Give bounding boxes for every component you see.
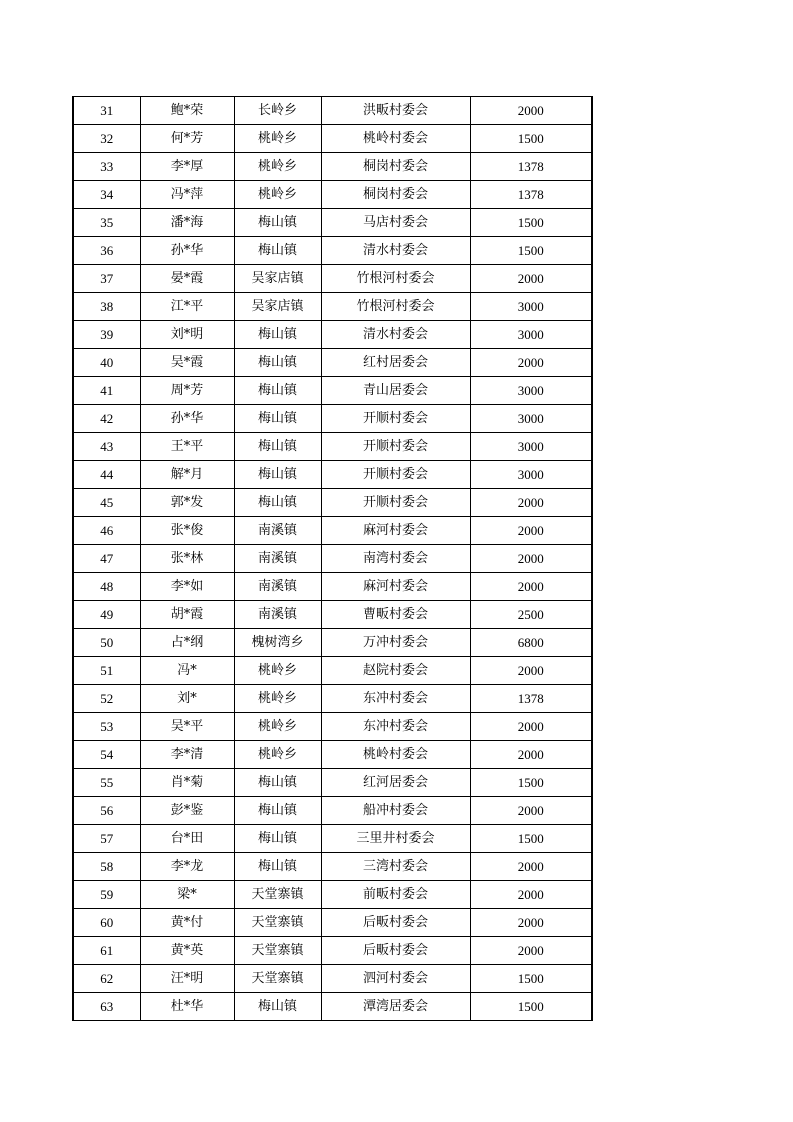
table-row: [73, 181, 592, 209]
name-cell: 吴*霞: [140, 349, 234, 377]
town-cell: 桃岭乡: [234, 153, 321, 181]
village-committee-cell: 东冲村委会: [321, 713, 470, 741]
name-cell: 李*厚: [140, 153, 234, 181]
row-number-cell: 56: [73, 797, 140, 825]
town-cell: 南溪镇: [234, 573, 321, 601]
row-number-cell: 53: [73, 713, 140, 741]
name-cell: 刘*: [140, 685, 234, 713]
row-number-cell: 54: [73, 741, 140, 769]
row-number-cell: 62: [73, 965, 140, 993]
town-cell: 桃岭乡: [234, 741, 321, 769]
village-committee-cell: 后畈村委会: [321, 937, 470, 965]
village-committee-cell: 竹根河村委会: [321, 293, 470, 321]
name-cell: 彭*鉴: [140, 797, 234, 825]
row-number-cell: 44: [73, 461, 140, 489]
amount-cell: 2000: [470, 853, 592, 881]
amount-cell: 2000: [470, 517, 592, 545]
amount-cell: 1500: [470, 993, 592, 1021]
name-cell: 吴*平: [140, 713, 234, 741]
town-cell: 桃岭乡: [234, 181, 321, 209]
roster-table-body: [73, 97, 592, 1021]
village-committee-cell: 开顺村委会: [321, 433, 470, 461]
village-committee-cell: 曹畈村委会: [321, 601, 470, 629]
table-row: [73, 405, 592, 433]
row-number-cell: 37: [73, 265, 140, 293]
row-number-cell: 36: [73, 237, 140, 265]
row-number-cell: 34: [73, 181, 140, 209]
village-committee-cell: 清水村委会: [321, 321, 470, 349]
name-cell: 周*芳: [140, 377, 234, 405]
amount-cell: 1500: [470, 825, 592, 853]
town-cell: 梅山镇: [234, 349, 321, 377]
table-row: [73, 125, 592, 153]
table-row: [73, 209, 592, 237]
village-committee-cell: 麻河村委会: [321, 573, 470, 601]
amount-cell: 1500: [470, 965, 592, 993]
name-cell: 何*芳: [140, 125, 234, 153]
name-cell: 郭*发: [140, 489, 234, 517]
village-committee-cell: 前畈村委会: [321, 881, 470, 909]
town-cell: 梅山镇: [234, 321, 321, 349]
table-row: [73, 237, 592, 265]
row-number-cell: 31: [73, 97, 140, 125]
row-number-cell: 32: [73, 125, 140, 153]
town-cell: 天堂寨镇: [234, 937, 321, 965]
village-committee-cell: 泗河村委会: [321, 965, 470, 993]
row-number-cell: 45: [73, 489, 140, 517]
amount-cell: 2000: [470, 909, 592, 937]
name-cell: 冯*: [140, 657, 234, 685]
row-number-cell: 58: [73, 853, 140, 881]
town-cell: 吴家店镇: [234, 265, 321, 293]
amount-cell: 1500: [470, 769, 592, 797]
row-number-cell: 57: [73, 825, 140, 853]
table-row: [73, 545, 592, 573]
town-cell: 桃岭乡: [234, 125, 321, 153]
town-cell: 长岭乡: [234, 97, 321, 125]
town-cell: 天堂寨镇: [234, 965, 321, 993]
table-row: [73, 573, 592, 601]
village-committee-cell: 开顺村委会: [321, 489, 470, 517]
row-number-cell: 63: [73, 993, 140, 1021]
row-number-cell: 42: [73, 405, 140, 433]
amount-cell: 2000: [470, 573, 592, 601]
village-committee-cell: 赵院村委会: [321, 657, 470, 685]
village-committee-cell: 船冲村委会: [321, 797, 470, 825]
table-row: [73, 685, 592, 713]
village-committee-cell: 桃岭村委会: [321, 741, 470, 769]
name-cell: 王*平: [140, 433, 234, 461]
table-row: [73, 97, 592, 125]
village-committee-cell: 红村居委会: [321, 349, 470, 377]
table-row: [73, 853, 592, 881]
village-committee-cell: 南湾村委会: [321, 545, 470, 573]
amount-cell: 3000: [470, 433, 592, 461]
village-committee-cell: 东冲村委会: [321, 685, 470, 713]
amount-cell: 1378: [470, 181, 592, 209]
name-cell: 汪*明: [140, 965, 234, 993]
amount-cell: 3000: [470, 405, 592, 433]
amount-cell: 2000: [470, 937, 592, 965]
table-row: [73, 769, 592, 797]
town-cell: 梅山镇: [234, 993, 321, 1021]
town-cell: 桃岭乡: [234, 685, 321, 713]
amount-cell: 1500: [470, 125, 592, 153]
amount-cell: 2000: [470, 741, 592, 769]
table-row: [73, 293, 592, 321]
village-committee-cell: 桐岗村委会: [321, 153, 470, 181]
row-number-cell: 46: [73, 517, 140, 545]
village-committee-cell: 后畈村委会: [321, 909, 470, 937]
town-cell: 南溪镇: [234, 601, 321, 629]
town-cell: 槐树湾乡: [234, 629, 321, 657]
town-cell: 天堂寨镇: [234, 909, 321, 937]
table-row: [73, 937, 592, 965]
name-cell: 占*纲: [140, 629, 234, 657]
village-committee-cell: 开顺村委会: [321, 405, 470, 433]
town-cell: 天堂寨镇: [234, 881, 321, 909]
name-cell: 晏*霞: [140, 265, 234, 293]
amount-cell: 3000: [470, 377, 592, 405]
row-number-cell: 61: [73, 937, 140, 965]
town-cell: 梅山镇: [234, 853, 321, 881]
row-number-cell: 55: [73, 769, 140, 797]
village-committee-cell: 开顺村委会: [321, 461, 470, 489]
name-cell: 肖*菊: [140, 769, 234, 797]
name-cell: 孙*华: [140, 405, 234, 433]
table-row: [73, 741, 592, 769]
town-cell: 桃岭乡: [234, 713, 321, 741]
name-cell: 潘*海: [140, 209, 234, 237]
town-cell: 梅山镇: [234, 489, 321, 517]
amount-cell: 3000: [470, 293, 592, 321]
table-row: [73, 377, 592, 405]
town-cell: 吴家店镇: [234, 293, 321, 321]
town-cell: 梅山镇: [234, 461, 321, 489]
town-cell: 梅山镇: [234, 769, 321, 797]
amount-cell: 2000: [470, 713, 592, 741]
amount-cell: 2000: [470, 545, 592, 573]
name-cell: 江*平: [140, 293, 234, 321]
table-row: [73, 461, 592, 489]
table-row: [73, 265, 592, 293]
village-committee-cell: 万冲村委会: [321, 629, 470, 657]
table-row: [73, 657, 592, 685]
row-number-cell: 39: [73, 321, 140, 349]
town-cell: 梅山镇: [234, 433, 321, 461]
name-cell: 李*龙: [140, 853, 234, 881]
name-cell: 张*林: [140, 545, 234, 573]
table-row: [73, 825, 592, 853]
name-cell: 刘*明: [140, 321, 234, 349]
row-number-cell: 41: [73, 377, 140, 405]
name-cell: 杜*华: [140, 993, 234, 1021]
amount-cell: 2000: [470, 489, 592, 517]
table-row: [73, 993, 592, 1021]
town-cell: 南溪镇: [234, 545, 321, 573]
table-row: [73, 713, 592, 741]
row-number-cell: 59: [73, 881, 140, 909]
table-row: [73, 517, 592, 545]
village-committee-cell: 桐岗村委会: [321, 181, 470, 209]
table-row: [73, 797, 592, 825]
amount-cell: 1500: [470, 209, 592, 237]
village-committee-cell: 竹根河村委会: [321, 265, 470, 293]
amount-cell: 3000: [470, 321, 592, 349]
name-cell: 李*清: [140, 741, 234, 769]
amount-cell: 1378: [470, 153, 592, 181]
town-cell: 南溪镇: [234, 517, 321, 545]
row-number-cell: 49: [73, 601, 140, 629]
row-number-cell: 52: [73, 685, 140, 713]
name-cell: 黄*付: [140, 909, 234, 937]
table-row: [73, 153, 592, 181]
name-cell: 解*月: [140, 461, 234, 489]
town-cell: 梅山镇: [234, 209, 321, 237]
name-cell: 鲍*荣: [140, 97, 234, 125]
village-committee-cell: 洪畈村委会: [321, 97, 470, 125]
village-committee-cell: 红河居委会: [321, 769, 470, 797]
amount-cell: 2000: [470, 97, 592, 125]
name-cell: 李*如: [140, 573, 234, 601]
village-committee-cell: 马店村委会: [321, 209, 470, 237]
village-committee-cell: 三里井村委会: [321, 825, 470, 853]
village-committee-cell: 青山居委会: [321, 377, 470, 405]
table-row: [73, 321, 592, 349]
row-number-cell: 50: [73, 629, 140, 657]
village-committee-cell: 潭湾居委会: [321, 993, 470, 1021]
name-cell: 黄*英: [140, 937, 234, 965]
amount-cell: 2500: [470, 601, 592, 629]
row-number-cell: 47: [73, 545, 140, 573]
row-number-cell: 38: [73, 293, 140, 321]
roster-table: [72, 96, 593, 1021]
amount-cell: 3000: [470, 461, 592, 489]
town-cell: 梅山镇: [234, 237, 321, 265]
village-committee-cell: 桃岭村委会: [321, 125, 470, 153]
amount-cell: 6800: [470, 629, 592, 657]
table-row: [73, 601, 592, 629]
table-row: [73, 881, 592, 909]
amount-cell: 2000: [470, 657, 592, 685]
table-row: [73, 349, 592, 377]
village-committee-cell: 清水村委会: [321, 237, 470, 265]
amount-cell: 2000: [470, 881, 592, 909]
row-number-cell: 43: [73, 433, 140, 461]
town-cell: 梅山镇: [234, 825, 321, 853]
row-number-cell: 48: [73, 573, 140, 601]
name-cell: 张*俊: [140, 517, 234, 545]
row-number-cell: 35: [73, 209, 140, 237]
row-number-cell: 40: [73, 349, 140, 377]
village-committee-cell: 麻河村委会: [321, 517, 470, 545]
name-cell: 冯*萍: [140, 181, 234, 209]
table-row: [73, 433, 592, 461]
amount-cell: 1500: [470, 237, 592, 265]
amount-cell: 1378: [470, 685, 592, 713]
name-cell: 梁*: [140, 881, 234, 909]
amount-cell: 2000: [470, 265, 592, 293]
row-number-cell: 51: [73, 657, 140, 685]
row-number-cell: 33: [73, 153, 140, 181]
town-cell: 桃岭乡: [234, 657, 321, 685]
town-cell: 梅山镇: [234, 797, 321, 825]
name-cell: 台*田: [140, 825, 234, 853]
table-row: [73, 629, 592, 657]
table-row: [73, 909, 592, 937]
town-cell: 梅山镇: [234, 377, 321, 405]
amount-cell: 2000: [470, 349, 592, 377]
row-number-cell: 60: [73, 909, 140, 937]
village-committee-cell: 三湾村委会: [321, 853, 470, 881]
name-cell: 孙*华: [140, 237, 234, 265]
amount-cell: 2000: [470, 797, 592, 825]
name-cell: 胡*霞: [140, 601, 234, 629]
town-cell: 梅山镇: [234, 405, 321, 433]
table-row: [73, 489, 592, 517]
table-row: [73, 965, 592, 993]
